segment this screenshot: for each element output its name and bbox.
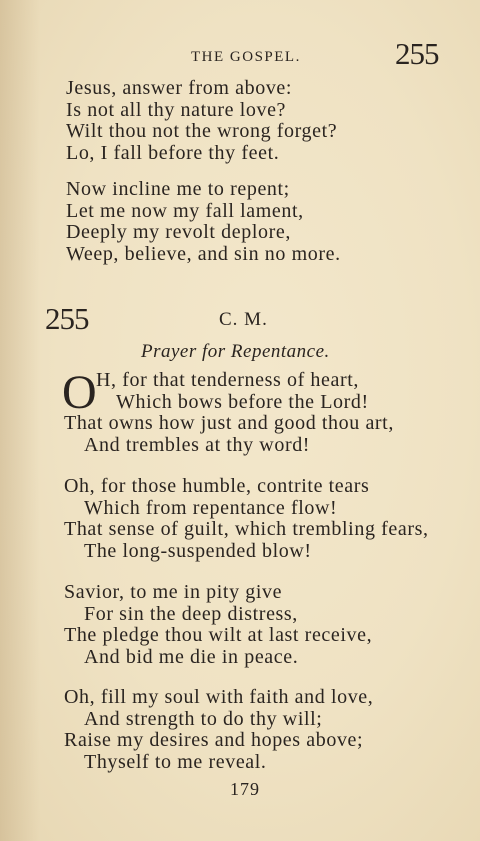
verse-line: That sense of guilt, which trembling fears, xyxy=(64,518,429,540)
verse-line: H, for that tenderness of heart, xyxy=(96,369,359,391)
verse-line: Raise my desires and hopes above; xyxy=(64,729,364,751)
hymn-stanza-1 xyxy=(62,366,394,456)
page-folio: 179 xyxy=(230,779,260,799)
verse-line: Savior, to me in pity give xyxy=(64,581,283,603)
verse-line: Oh, fill my soul with faith and love, xyxy=(64,686,374,708)
hymn-meter: C. M. xyxy=(219,309,268,330)
verse-line: For sin the deep distress, xyxy=(84,602,298,625)
hymn-number: 255 xyxy=(45,301,89,336)
hymn-title: Prayer for Repentance. xyxy=(141,341,330,362)
verse-line: Weep, believe, and sin no more. xyxy=(66,242,341,265)
verse-line: Thyself to me reveal. xyxy=(84,750,267,773)
verse-line: The long-suspended blow! xyxy=(84,539,312,562)
page-hymn-number: 255 xyxy=(395,36,439,71)
verse-line: And trembles at thy word! xyxy=(84,433,311,456)
verse-line: Wilt thou not the wrong forget? xyxy=(66,120,338,142)
verse-line: Now incline me to repent; xyxy=(66,178,290,200)
verse-line: Let me now my fall lament, xyxy=(66,199,304,222)
previous-hymn-stanza-2 xyxy=(66,179,341,265)
hymn-stanza-2 xyxy=(64,476,429,562)
verse-line: The pledge thou wilt at last receive, xyxy=(64,624,373,646)
previous-hymn-stanza-1 xyxy=(66,78,337,164)
verse-line: That owns how just and good thou art, xyxy=(64,412,394,434)
verse-line: Oh, for those humble, contrite tears xyxy=(64,475,370,497)
verse-line: Which from repentance flow! xyxy=(84,496,338,519)
running-head: THE GOSPEL. xyxy=(191,49,301,65)
hymn-stanza-3 xyxy=(64,582,372,668)
verse-line: Is not all thy nature love? xyxy=(66,98,287,121)
drop-cap: O xyxy=(62,366,97,419)
verse-line: Deeply my revolt deplore, xyxy=(66,221,291,243)
verse-line: Jesus, answer from above: xyxy=(66,77,293,99)
verse-line: And bid me die in peace. xyxy=(84,645,299,668)
verse-line: Which bows before the Lord! xyxy=(116,390,369,413)
verse-line: And strength to do thy will; xyxy=(84,707,323,730)
verse-line: Lo, I fall before thy feet. xyxy=(66,141,280,164)
page-gutter-shadow xyxy=(0,0,40,841)
hymn-stanza-4 xyxy=(64,687,373,773)
